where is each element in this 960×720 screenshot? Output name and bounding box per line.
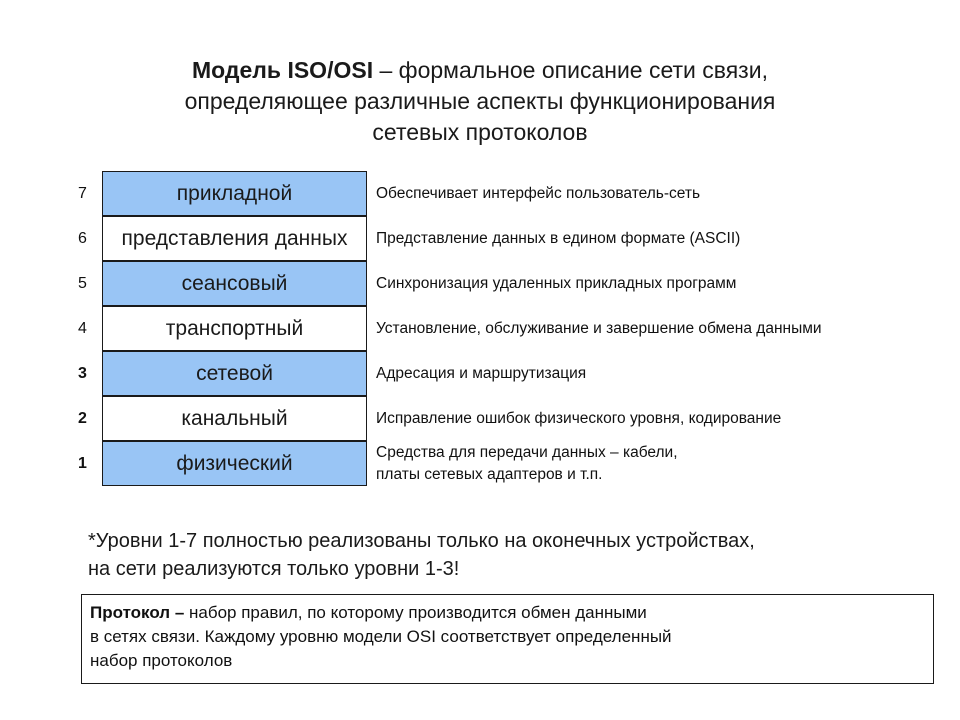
layer-description-line: Средства для передачи данных – кабели, [376,443,678,461]
layer-number: 3 [78,365,87,382]
layer-number: 6 [78,230,87,247]
protocol-line-3: набор протоколов [90,651,233,670]
protocol-line-1 [90,601,925,625]
title-line-1 [40,55,920,86]
layer-number: 1 [78,455,87,472]
layer-description: Исправление ошибок физического уровня, кодирование [376,409,782,427]
footnote-line-1: *Уровни 1-7 полностью реализованы только на оконечных устройствах, [88,530,755,552]
layer-box-network: сетевой [102,351,367,396]
title-bold: Модель ISO/OSI [192,57,374,83]
layer-description: Установление, обслуживание и завершение обмена данными [376,319,822,337]
layer-row-4 [70,306,950,351]
footnote-line-2: на сети реализуются только уровни 1-3! [88,558,460,580]
layer-description: Обеспечивает интерфейс пользователь-сеть [376,184,701,202]
layer-row-5 [70,261,950,306]
layer-description: Представление данных в едином формате (ASCII) [376,229,741,247]
layer-row-3 [70,351,950,396]
footnote [88,527,908,583]
title-line-3: сетевых протоколов [372,119,588,145]
layer-number: 5 [78,275,87,292]
protocol-line-2: в сетях связи. Каждому уровню модели OSI соответствует определенный [90,627,672,646]
protocol-term: Протокол – [90,603,185,622]
layer-description: Адресация и маршрутизация [376,364,587,382]
layer-number: 2 [78,410,87,427]
title-rest: – формальное описание сети связи, [373,57,768,83]
layer-description-line: платы сетевых адаптеров и т.п. [376,465,603,483]
protocol-definition-box [81,594,934,684]
layer-box-physical: физический [102,441,367,486]
slide-title [40,55,920,148]
layer-row-7 [70,171,950,216]
layer-box-presentation: представления данных [102,216,367,261]
title-line-2: определяющее различные аспекты функционирования [184,88,776,114]
layer-description: Синхронизация удаленных прикладных программ [376,274,737,292]
layer-description [376,441,936,486]
layer-box-transport: транспортный [102,306,367,351]
layer-number: 7 [78,185,87,202]
layer-row-2 [70,396,950,441]
layer-box-session: сеансовый [102,261,367,306]
layer-row-6 [70,216,950,261]
protocol-line-1-rest: набор правил, по которому производится обмен данными [184,603,647,622]
layer-number: 4 [78,320,87,337]
layer-box-application: прикладной [102,171,367,216]
layer-row-1 [70,441,950,486]
layer-box-data-link: канальный [102,396,367,441]
